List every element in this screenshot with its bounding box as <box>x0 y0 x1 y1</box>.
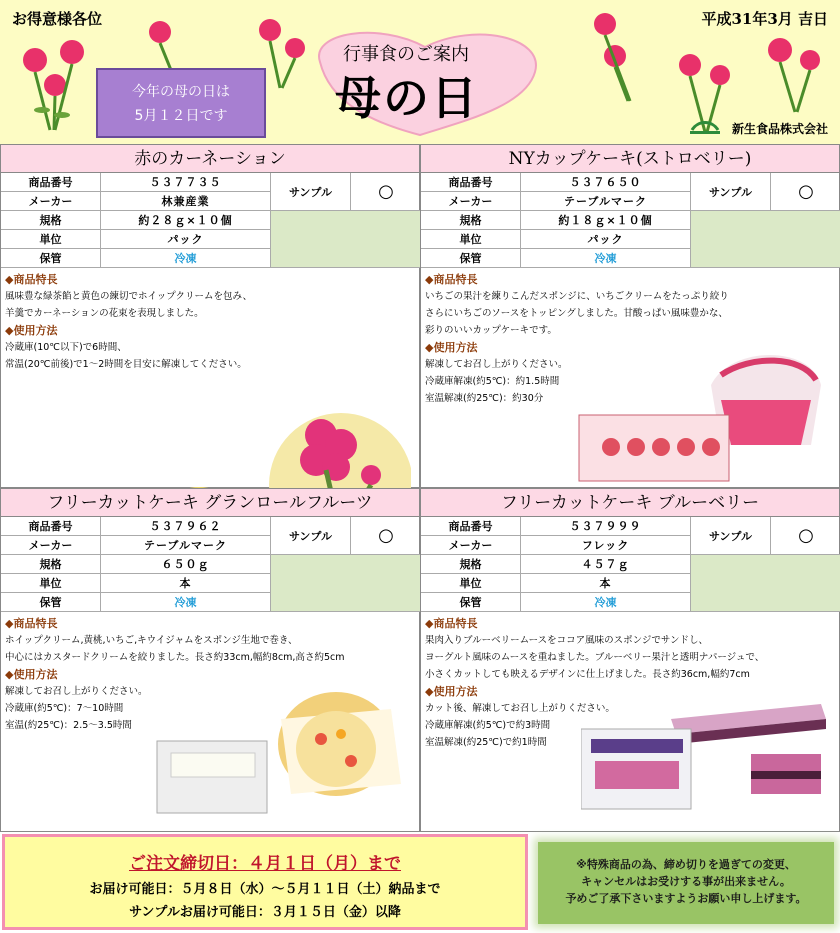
spec-blank-cell <box>691 555 840 612</box>
carnation-icon <box>10 30 100 140</box>
mothers-day-line-2: 5月１２日です <box>134 108 228 124</box>
usage-line: 解凍してお召し上がりください。 <box>5 686 148 697</box>
features-line: 中心にはカスタードクリームを絞りました。長さ約33cm,幅約8cm,高さ約5cm <box>5 652 345 663</box>
page-subtitle: 行事食のご案内 <box>343 44 469 65</box>
product-card <box>420 488 840 832</box>
sample-mark: ○ <box>351 517 421 555</box>
product-unit: パック <box>101 230 271 249</box>
document-date: 平成31年3月 吉日 <box>701 10 828 28</box>
product-unit: パック <box>521 230 691 249</box>
usage-line: 冷蔵庫解凍(約5℃)で約3時間 <box>425 720 551 731</box>
blueberry-cake-image <box>581 699 831 819</box>
unit-label: 単位 <box>421 230 521 249</box>
product-name: 赤のカーネーション <box>1 145 419 173</box>
note-line-3: 予めご了承下さいますようお願い申し上げます。 <box>565 892 807 905</box>
product-card <box>420 144 840 488</box>
mothers-day-notice <box>96 68 266 138</box>
product-code: ５３７９６２ <box>101 517 271 536</box>
header <box>0 0 840 144</box>
note-line-2: キャンセルはお受けする事が出来ません。 <box>581 875 791 888</box>
code-label: 商品番号 <box>421 173 521 192</box>
code-label: 商品番号 <box>1 173 101 192</box>
features-line: 羊羹でカーネーションの花束を表現しました。 <box>5 308 204 319</box>
spec-blank-cell <box>691 211 840 268</box>
product-size: 約１８ｇ×１０個 <box>521 211 691 230</box>
storage-label: 保管 <box>1 593 101 612</box>
carnation-icon <box>755 30 835 115</box>
features-text <box>425 632 835 683</box>
spec-blank-cell <box>271 555 421 612</box>
features-heading: ◆商品特長 <box>5 617 58 630</box>
product-name: フリーカットケーキ グランロールフルーツ <box>1 489 419 517</box>
maker-label: メーカー <box>421 536 521 555</box>
product-unit: 本 <box>521 574 691 593</box>
product-maker: 林兼産業 <box>101 192 271 211</box>
usage-line: 常温(20℃前後)で1～2時間を目安に解凍してください。 <box>5 359 247 370</box>
features-line: ヨーグルト風味のムースを重ねました。ブルーベリー果汁と透明ナパージュで、 <box>425 652 765 663</box>
product-size: ４５７ｇ <box>521 555 691 574</box>
product-size: ６５０ｇ <box>101 555 271 574</box>
size-label: 規格 <box>1 555 101 574</box>
order-deadline: ご注文締切日：４月１日（月）まで <box>129 854 401 874</box>
sample-delivery-date: サンプルお届け可能日：３月１５日（金）以降 <box>129 905 401 920</box>
spec-table <box>421 173 839 268</box>
spec-table <box>421 517 839 612</box>
spec-blank-cell <box>271 211 421 268</box>
sample-label: サンプル <box>691 173 771 211</box>
cupcake-image <box>571 335 831 485</box>
unit-label: 単位 <box>1 230 101 249</box>
carnation-icon <box>580 6 660 106</box>
features-line: 風味豊な緑茶餡と黄色の練切でホイップクリームを包み、 <box>5 291 253 302</box>
features-line: ホイップクリーム,黄桃,いちご,キウイジャムをスポンジ生地で巻き、 <box>5 635 298 646</box>
features-line: さらにいちごのソースをトッピングしました。甘酸っぱい風味豊かな、 <box>425 308 728 319</box>
code-label: 商品番号 <box>1 517 101 536</box>
storage-label: 保管 <box>1 249 101 268</box>
features-text <box>425 288 835 339</box>
sample-mark: ○ <box>771 173 840 211</box>
maker-label: メーカー <box>1 192 101 211</box>
product-storage: 冷凍 <box>521 249 691 268</box>
sample-label: サンプル <box>691 517 771 555</box>
storage-label: 保管 <box>421 593 521 612</box>
product-storage: 冷凍 <box>521 593 691 612</box>
sample-mark: ○ <box>351 173 421 211</box>
usage-line: 室温解凍(約25℃)：約30分 <box>425 393 544 404</box>
features-heading: ◆商品特長 <box>425 273 478 286</box>
product-maker: テーブルマーク <box>521 192 691 211</box>
code-label: 商品番号 <box>421 517 521 536</box>
usage-line: 冷蔵庫(約5℃)：7～10時間 <box>5 703 124 714</box>
greeting: お得意様各位 <box>12 10 103 28</box>
features-heading: ◆商品特長 <box>5 273 58 286</box>
usage-text <box>5 339 415 373</box>
delivery-dates: お届け可能日：５月８日（水）～５月１１日（土）納品まで <box>89 882 441 897</box>
usage-line: 解凍してお召し上がりください。 <box>425 359 568 370</box>
sample-label: サンプル <box>271 517 351 555</box>
product-name: フリーカットケーキ ブルーベリー <box>421 489 839 517</box>
features-heading: ◆商品特長 <box>425 617 478 630</box>
sample-label: サンプル <box>271 173 351 211</box>
features-line: 果肉入りブルーベリームースをココア風味のスポンジでサンドし、 <box>425 635 708 646</box>
product-code: ５３７９９９ <box>521 517 691 536</box>
usage-line: 室温解凍(約25℃)で約1時間 <box>425 737 547 748</box>
company-name: 新生食品株式会社 <box>731 122 828 136</box>
order-deadline-box <box>2 834 528 930</box>
product-card <box>0 144 420 488</box>
note-line-1: ※特殊商品の為、締め切りを過ぎての変更、 <box>576 858 796 871</box>
usage-heading: ◆使用方法 <box>425 685 478 698</box>
company-logo-icon <box>688 118 722 136</box>
maker-label: メーカー <box>421 192 521 211</box>
product-code: ５３７７３５ <box>101 173 271 192</box>
features-line: 彩りのいいカップケーキです。 <box>425 325 557 336</box>
roll-cake-image <box>151 689 411 819</box>
size-label: 規格 <box>1 211 101 230</box>
product-storage: 冷凍 <box>101 249 271 268</box>
product-storage: 冷凍 <box>101 593 271 612</box>
spec-table <box>1 517 419 612</box>
usage-heading: ◆使用方法 <box>5 668 58 681</box>
features-line: いちごの果汁を練りこんだスポンジに、いちごクリームをたっぷり絞り <box>425 291 729 302</box>
usage-heading: ◆使用方法 <box>5 324 58 337</box>
product-description <box>1 268 419 376</box>
unit-label: 単位 <box>1 574 101 593</box>
size-label: 規格 <box>421 555 521 574</box>
unit-label: 単位 <box>421 574 521 593</box>
page-title: 母の日 <box>335 71 479 125</box>
features-text <box>5 288 415 322</box>
usage-heading: ◆使用方法 <box>425 341 478 354</box>
mothers-day-line-1: 今年の母の日は <box>132 84 230 100</box>
product-size: 約２８ｇ×１０個 <box>101 211 271 230</box>
product-maker: フレック <box>521 536 691 555</box>
sample-mark: ○ <box>771 517 840 555</box>
usage-line: 冷蔵庫解凍(約5℃)：約1.5時間 <box>425 376 560 387</box>
spec-table <box>1 173 419 268</box>
features-text <box>5 632 415 666</box>
maker-label: メーカー <box>1 536 101 555</box>
product-unit: 本 <box>101 574 271 593</box>
product-card <box>0 488 420 832</box>
features-line: 小さくカットしても映えるデザインに仕上げました。長さ約36cm,幅約7cm <box>425 669 750 680</box>
product-maker: テーブルマーク <box>101 536 271 555</box>
product-name: NYカップケーキ(ストロベリー) <box>421 145 839 173</box>
cancellation-note <box>538 842 834 924</box>
product-code: ５３７６５０ <box>521 173 691 192</box>
size-label: 規格 <box>421 211 521 230</box>
usage-line: 冷蔵庫(10℃以下)で6時間、 <box>5 342 127 353</box>
usage-line: 室温(約25℃)：2.5～3.5時間 <box>5 720 132 731</box>
storage-label: 保管 <box>421 249 521 268</box>
usage-line: カット後、解凍してお召し上がりください。 <box>425 703 615 714</box>
